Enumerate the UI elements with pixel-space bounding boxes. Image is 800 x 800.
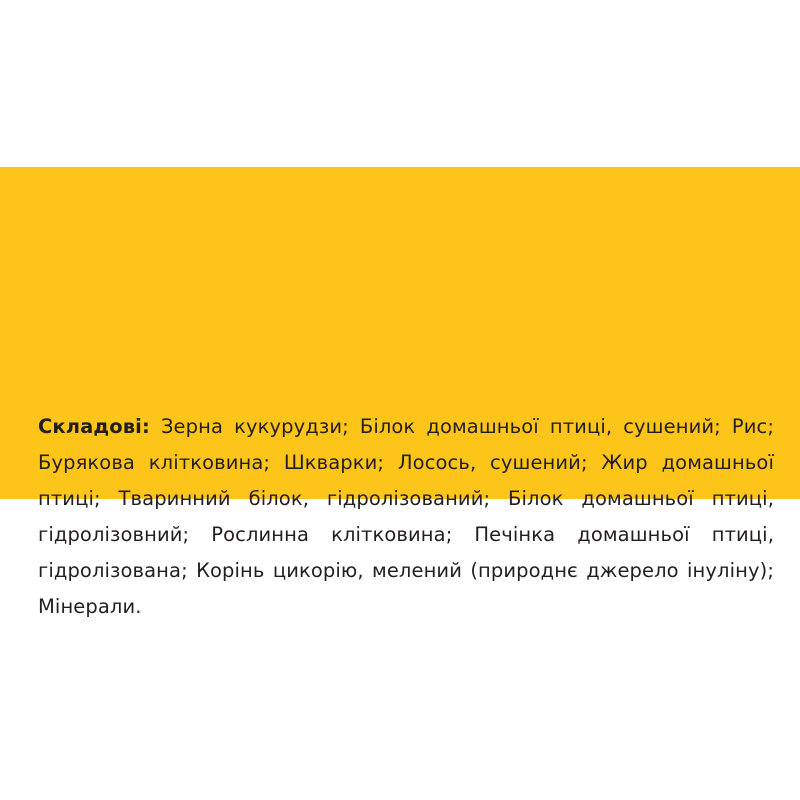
ingredients-banner xyxy=(0,167,800,618)
ingredients-paragraph xyxy=(38,409,774,625)
ingredients-text: Зерна кукурудзи; Білок домашньої птиці, сушений; Рис; Бурякова клітковина; Шкварки; Лосось, сушений; Жир домашньої птиці; Тваринний білок, гідролізований; Білок домашньої птиці, гідролізовний; Рослинна клітковина; Печінка домашньої птиці, гідролізована; Корінь цикорію, мелений (природнє джерело інуліну); Мінерали. xyxy=(38,414,774,618)
ingredients-heading: Складові: xyxy=(38,414,150,438)
